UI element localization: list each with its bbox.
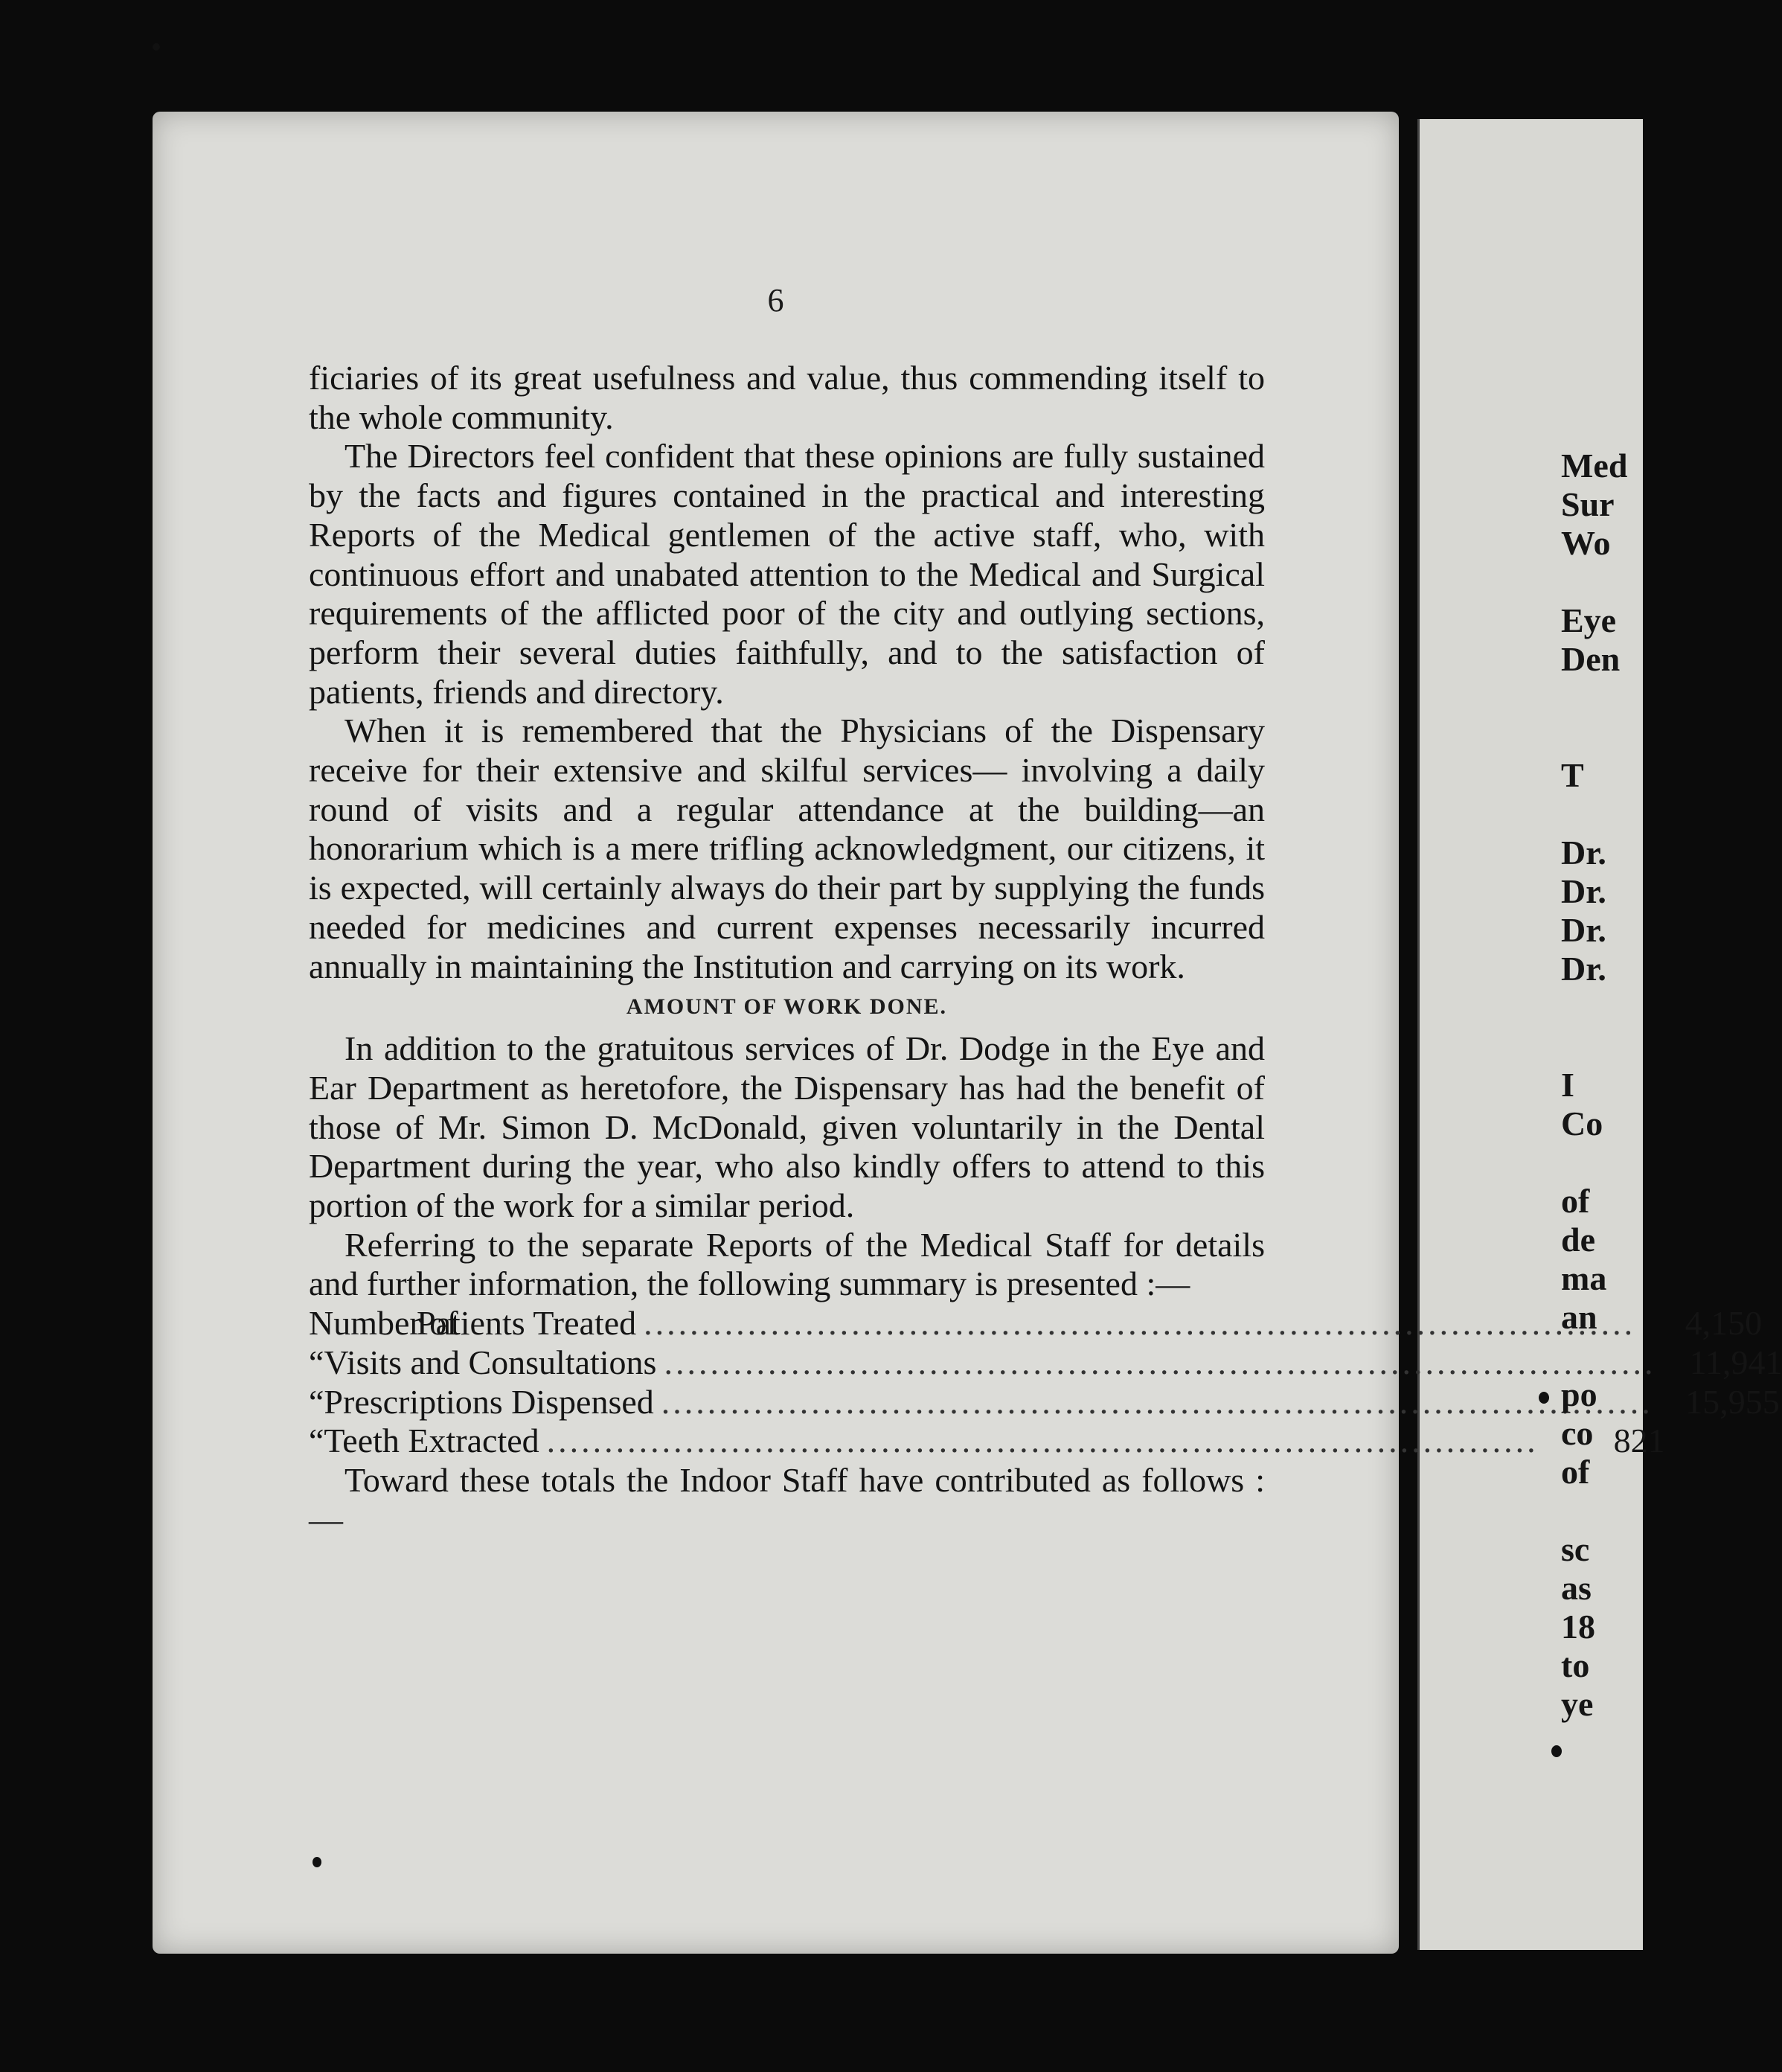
leader-dots xyxy=(644,1304,1635,1343)
paragraph-closing: Toward these totals the Indoor Staff have contributed as follows :— xyxy=(309,1460,1265,1538)
ditto-mark: “ xyxy=(309,1382,324,1421)
scan-speck xyxy=(153,43,160,51)
adjacent-page-fragments: Med Sur Wo Eye Den T Dr. Dr. Dr. Dr. I Co of de ma an po co of sc as 18 to ye xyxy=(1561,447,1628,1723)
summary-label: Teeth Extracted xyxy=(324,1422,539,1460)
paragraph-physicians: When it is remembered that the Physicians of the Dispensary receive for their extensive and skilful services— involving a daily round of visits and a regular attendance at the building—an honorarium which is a mere trifling acknowledgment, our citizens, it is expected, will certainly always do their part by supplying the funds needed for medicines and current expenses necessarily incurred annually in maintaining the Institution and carrying on its work. xyxy=(309,712,1265,985)
scan-speck xyxy=(313,1857,321,1867)
scan-speck xyxy=(1539,1392,1549,1404)
paragraph-summary-intro: Referring to the separate Reports of the Medical Staff for details and further information, the following summary is presented :— xyxy=(309,1225,1265,1303)
summary-row xyxy=(309,1343,1782,1383)
summary-value: 15,955 xyxy=(1685,1382,1780,1421)
ditto-mark: “ xyxy=(309,1422,324,1460)
summary-value: 11,941 xyxy=(1689,1343,1782,1381)
scan-speck xyxy=(1551,1745,1562,1757)
summary-value: 821 xyxy=(1613,1422,1665,1460)
summary-row xyxy=(309,1422,1665,1461)
paragraph-continuation: ficiaries of its great usefulness and value, thus commending itself to the whole community. xyxy=(309,359,1265,436)
paragraph-additional-services: In addition to the gratuitous services of Dr. Dodge in the Eye and Ear Department as heretofore, the Dispensary has had the benefit of those of Mr. Simon D. McDonald, given voluntarily in the Dental Department during the year, who also kindly offers to attend to this portion of the work for a similar period. xyxy=(309,1029,1265,1225)
summary-label: Prescriptions Dispensed xyxy=(324,1382,654,1421)
paragraph-directors: The Directors feel confident that these opinions are fully sustained by the facts and figures contained in the practical and interesting Reports of the Medical gentlemen of the active staff, who, with continuous effort and unabated attention to the Medical and Surgical requirements of the afflicted poor of the city and outlying sections, perform their several duties faithfully, and to the satisfaction of patients, friends and directory. xyxy=(309,437,1265,711)
leader-dots xyxy=(661,1383,1653,1422)
summary-label: Patients Treated xyxy=(417,1304,637,1343)
summary-label: Visits and Consultations xyxy=(324,1343,657,1381)
summary-row xyxy=(309,1304,1763,1343)
ditto-mark: “ xyxy=(309,1343,324,1381)
leader-dots xyxy=(547,1422,1539,1461)
summary-row xyxy=(309,1382,1780,1422)
leader-dots xyxy=(664,1343,1656,1383)
section-heading: AMOUNT OF WORK DONE. xyxy=(626,994,948,1020)
summary-lead: Number of xyxy=(309,1304,458,1343)
work-summary-table xyxy=(309,1304,1782,1461)
summary-value: 4,150 xyxy=(1685,1304,1763,1343)
page-number: 6 xyxy=(767,282,784,319)
